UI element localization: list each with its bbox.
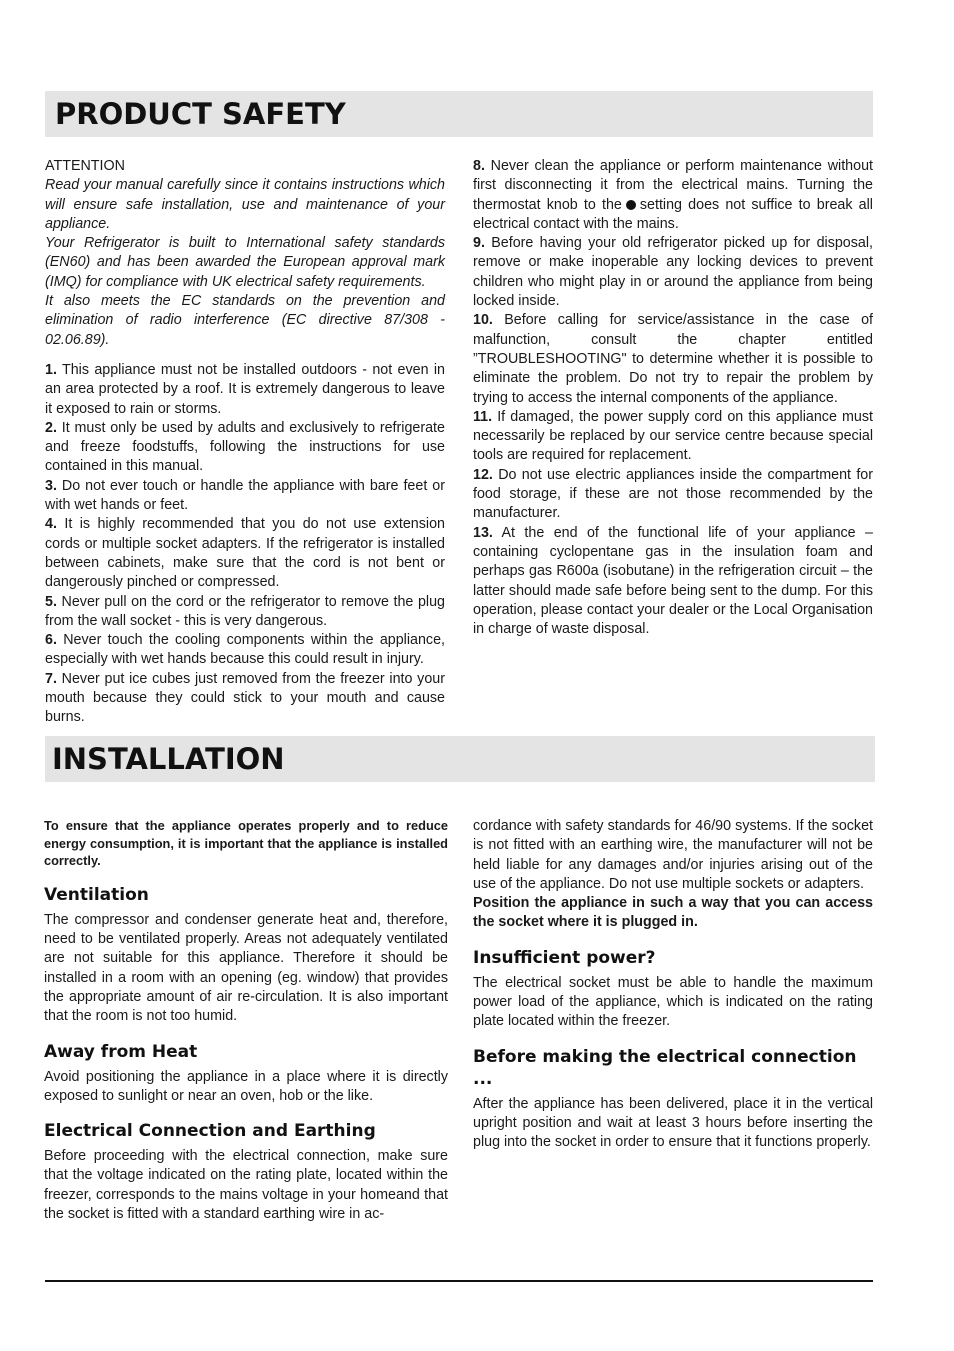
electrical-bold-note: Position the appliance in such a way that you can access the socket where it is plugged in. <box>473 895 873 931</box>
safety-item-5: 5. Never pull on the cord or the refrigerator to remove the plug from the wall socket - this is very dangerous. <box>45 593 445 629</box>
electrical-heading: Electrical Connection and Earthing <box>44 1121 376 1142</box>
ventilation-text: The compressor and condenser generate heat and, therefore, need to be ventilated properly. Areas not adequately ventilated are not suitable for this appliance. Therefore it should be installed in a room with an opening (eg. window) that provides the appropriate amount of air re-circulation. It is also important that the room is not too humid. <box>44 911 448 1025</box>
safety-item-3: 3. Do not ever touch or handle the appliance with bare feet or with wet hands or feet. <box>45 477 445 514</box>
safety-item-6: 6. Never touch the cooling components within the appliance, especially with wet hands because this could result in injury. <box>45 632 445 668</box>
installation-lead: To ensure that the appliance operates properly and to reduce energy consumption, it is important that the appliance is installed correctly. <box>44 818 448 869</box>
insufficient-power-heading: Insufficient power? <box>473 947 656 968</box>
safety-item-13: 13. At the end of the functional life of your appliance – containing cyclopentane gas in the insulation foam and perhaps gas R600a (isobutane) in the refrigeration circuit – the latter should made safe before being sent to the dump. For this operation, please contact your dealer or the Local Organisation in charge of waste disposal. <box>473 524 873 638</box>
footer-rule <box>45 1280 873 1282</box>
before-connection-text: After the appliance has been delivered, place it in the vertical upright position and wait at least 3 hours before inserting the plug into the socket in order to ensure that it functions properly. <box>473 1095 873 1151</box>
ventilation-heading: Ventilation <box>44 884 149 905</box>
before-connection-heading: Before making the electrical connection ... <box>473 1046 857 1089</box>
away-from-heat-text: Avoid positioning the appliance in a place where it is directly exposed to sunlight or near an oven, hob or the like. <box>44 1068 448 1104</box>
safety-item-9: 9. Before having your old refrigerator picked up for disposal, remove or make inoperable any locking devices to prevent children who might play in or around the appliance from being locked inside. <box>473 235 873 310</box>
safety-item-8: 8. Never clean the appliance or perform maintenance without first disconnecting it from the electrical mains. Turning the thermostat knob to the setting does not suffice to break all electrical contact with the mains. <box>473 158 873 232</box>
attention-label: ATTENTION <box>45 158 125 174</box>
installation-title: INSTALLATION <box>45 736 875 782</box>
safety-item-4: 4. It is highly recommended that you do not use extension cords or multiple socket adapters. If the refrigerator is installed between cabinets, make sure that the cord is not bent or dangerously pinched or compressed. <box>45 516 445 591</box>
intro-paragraph-1: Read your manual carefully since it contains instructions which will ensure safe installation, use and maintenance of your appliance. <box>45 177 445 232</box>
electrical-text-part2: cordance with safety standards for 46/90 systems. If the socket is not fitted with an earthing wire, the manufacturer will not be held liable for any damages and/or injuries arising out of the use of the appliance. Do not use multiple sockets or adapters. <box>473 818 873 892</box>
safety-item-2: 2. It must only be used by adults and exclusively to refrigerate and freeze foodstuffs, following the instructions for use contained in this manual. <box>45 419 445 475</box>
electrical-text-part1: Before proceeding with the electrical connection, make sure that the voltage indicated on the rating plate, located within the freezer, corresponds to the mains voltage in your homeand that the socket is fitted with a standard earthing wire in ac- <box>44 1148 448 1223</box>
safety-left-column <box>45 157 445 728</box>
away-from-heat-heading: Away from Heat <box>44 1041 198 1062</box>
intro-paragraph-2: Your Refrigerator is built to International safety standards (EN60) and has been awarded the European approval mark (IMQ) for compliance with UK electrical safety requirements. <box>45 235 445 290</box>
safety-right-column <box>473 157 873 639</box>
safety-item-12: 12. Do not use electric appliances inside the compartment for food storage, if these are not those recommended by the manufacturer. <box>473 466 873 522</box>
safety-item-10: 10. Before calling for service/assistance in the case of malfunction, consult the chapter entitled ”TROUBLESHOOTING" to determine whether it is possible to eliminate the problem. Do not try to repair the problem by trying to access the internal components of the appliance. <box>473 312 873 406</box>
insufficient-power-text: The electrical socket must be able to handle the maximum power load of the appliance, which is indicated on the rating plate located within the freezer. <box>473 974 873 1030</box>
safety-item-7: 7. Never put ice cubes just removed from the freezer into your mouth because they could stick to your mouth and cause burns. <box>45 670 445 726</box>
installation-right-column <box>473 817 873 1153</box>
installation-left-column <box>44 817 448 1224</box>
safety-item-1: 1. This appliance must not be installed outdoors - not even in an area protected by a roof. It is extremely dangerous to leave it exposed to rain or storms. <box>45 361 445 417</box>
safety-item-11: 11. If damaged, the power supply cord on this appliance must necessarily be replaced by our service centre because special tools are required for replacement. <box>473 408 873 464</box>
thermostat-off-dot-icon <box>626 200 636 210</box>
product-safety-title: PRODUCT SAFETY <box>45 91 873 137</box>
intro-paragraph-3: It also meets the EC standards on the prevention and elimination of radio interference (EC directive 87/308 - 02.06.89). <box>45 293 445 348</box>
